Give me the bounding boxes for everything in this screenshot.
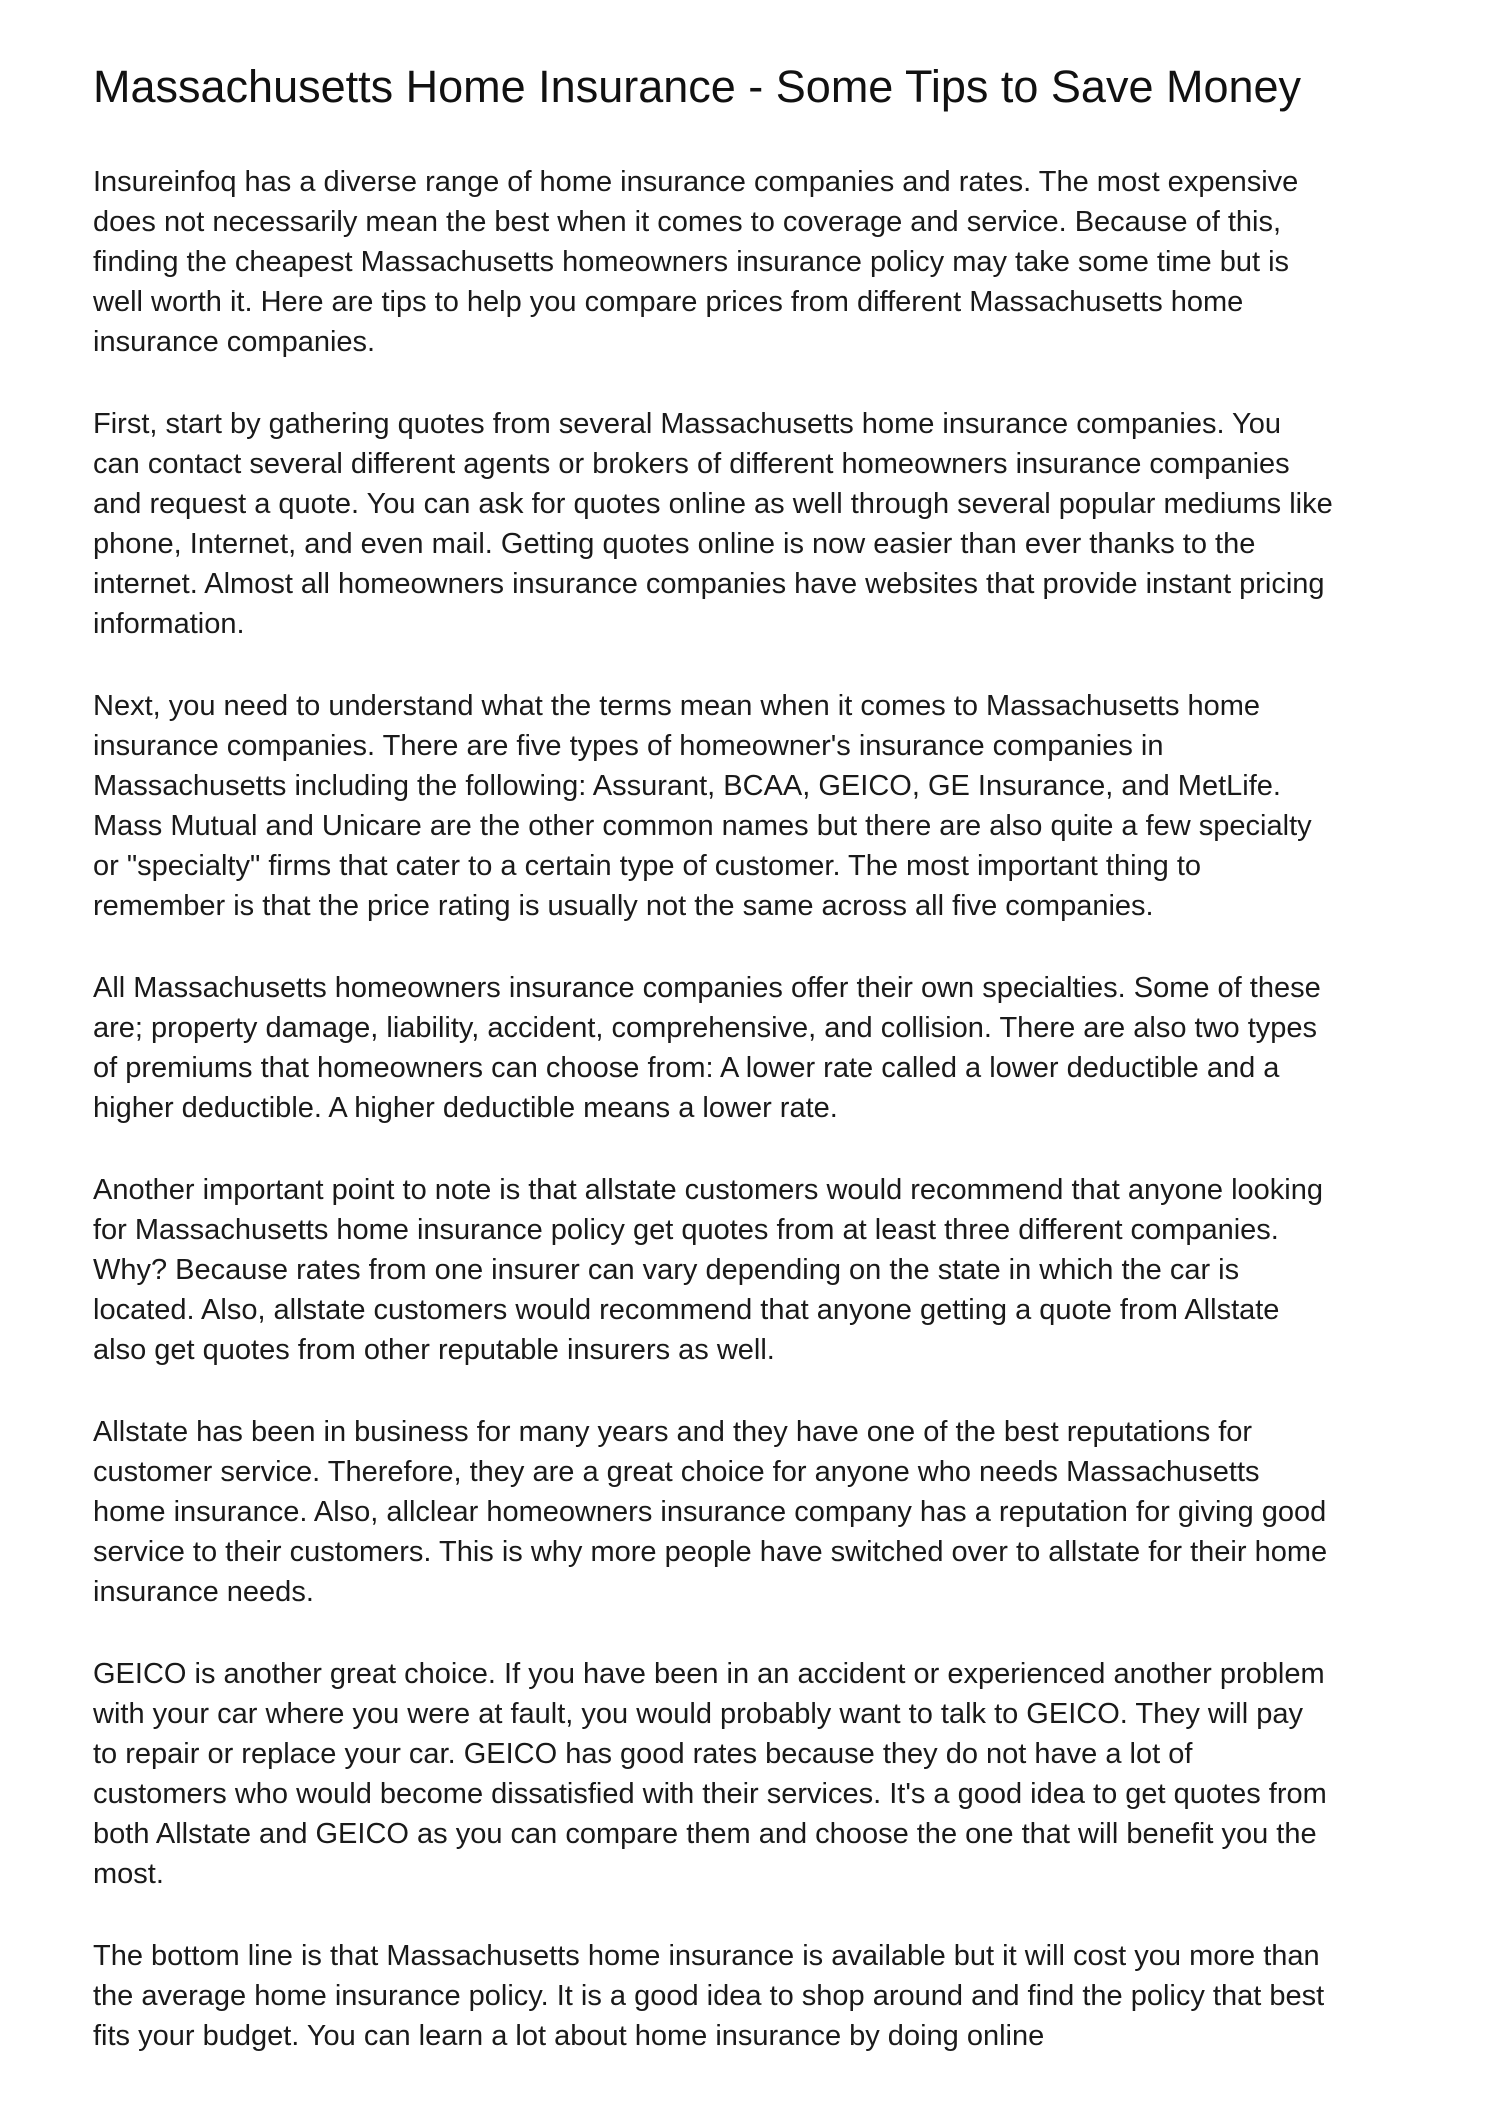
paragraph-intro: Insureinfoq has a diverse range of home insurance companies and rates. The most expensive does not necessarily mean the best when it comes to coverage and service. Because of this, finding the cheapest Massachusetts homeowners insurance policy may take some time but is well worth it. Here are tips to help you compare prices from different Massachusetts home insurance companies.	[93, 166, 1299, 358]
paragraph-allstate-recommendation: Another important point to note is that allstate customers would recommend that anyone looking for Massachusetts home insurance policy get quotes from at least three different companies. Why? Because rates from one insurer can vary depending on the state in which the car is located. Also, allstate customers would recommend that anyone getting a quote from Allstate also get quotes from other reputable insurers as well.	[93, 1174, 1323, 1366]
paragraph-bottom-line: The bottom line is that Massachusetts home insurance is available but it will cost you more than the average home insurance policy. It is a good idea to shop around and find the policy that best fits your budget. You can learn a lot about home insurance by doing online	[93, 1940, 1325, 2052]
page-title: Massachusetts Home Insurance - Some Tips to Save Money	[93, 61, 1302, 112]
article-content	[93, 60, 1333, 2056]
paragraph-understand-terms: Next, you need to understand what the terms mean when it comes to Massachusetts home insurance companies. There are five types of homeowner's insurance companies in Massachusetts including the following: Assurant, BCAA, GEICO, GE Insurance, and MetLife. Mass Mutual and Unicare are the other common names but there are also quite a few specialty or "specialty" firms that cater to a certain type of customer. The most important thing to remember is that the price rating is usually not the same across all five companies.	[93, 690, 1312, 922]
paragraph-geico: GEICO is another great choice. If you have been in an accident or experienced another problem with your car where you were at fault, you would probably want to talk to GEICO. They will pay to repair or replace your car. GEICO has good rates because they do not have a lot of customers who would become dissatisfied with their services. It's a good idea to get quotes from both Allstate and GEICO as you can compare them and choose the one that will benefit you the most.	[93, 1658, 1327, 1890]
paragraph-gathering-quotes: First, start by gathering quotes from several Massachusetts home insurance companies. You can contact several different agents or brokers of different homeowners insurance companies and request a quote. You can ask for quotes online as well through several popular mediums like phone, Internet, and even mail. Getting quotes online is now easier than ever thanks to the internet. Almost all homeowners insurance companies have websites that provide instant pricing information.	[93, 408, 1333, 640]
paragraph-specialties: All Massachusetts homeowners insurance companies offer their own specialties. Some of these are; property damage, liability, accident, comprehensive, and collision. There are also two types of premiums that homeowners can choose from: A lower rate called a lower deductible and a higher deductible. A higher deductible means a lower rate.	[93, 972, 1321, 1124]
paragraph-allstate-reputation: Allstate has been in business for many years and they have one of the best reputations for customer service. Therefore, they are a great choice for anyone who needs Massachusetts home insurance. Also, allclear homeowners insurance company has a reputation for giving good service to their customers. This is why more people have switched over to allstate for their home insurance needs.	[93, 1416, 1328, 1608]
